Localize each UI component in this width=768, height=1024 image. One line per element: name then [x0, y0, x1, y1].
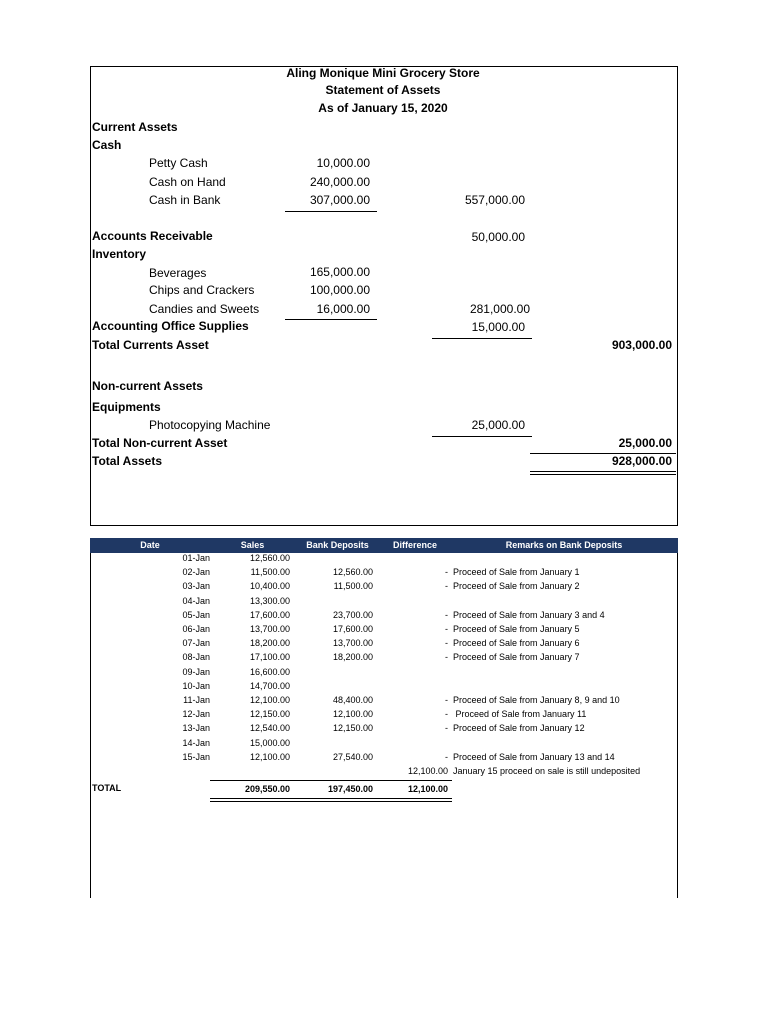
row-deposit: 12,150.00 — [332, 723, 373, 734]
row-difference: - — [445, 567, 448, 578]
cash-total-amount: 557,000.00 — [464, 193, 525, 207]
row-remark: Proceed of Sale from January 5 — [453, 624, 580, 634]
row-date: 11-Jan — [183, 695, 210, 705]
row-sales: 16,600.00 — [249, 666, 290, 677]
total-current-label: Total Currents Asset — [92, 338, 209, 352]
total-assets-amount: 928,000.00 — [611, 454, 672, 468]
total-assets-label: Total Assets — [92, 454, 163, 468]
row-difference: - — [445, 652, 448, 663]
total-noncurrent-label: Total Non-current Asset — [92, 436, 228, 450]
row-remark: Proceed of Sale from January 6 — [453, 638, 580, 649]
row-remark: Proceed of Sale from January 8, 9 and 10 — [453, 695, 620, 705]
statement-title: Statement of Assets — [325, 83, 441, 97]
accounts-receivable-label: Accounts Receivable — [92, 229, 213, 243]
table-right-border — [677, 538, 678, 898]
inventory-total-amount: 281,000.00 — [469, 302, 530, 316]
cash-heading: Cash — [92, 138, 122, 152]
col-header-date: Date — [90, 538, 210, 553]
col-header-difference: Difference — [380, 538, 450, 553]
total-assets-underline-2 — [530, 474, 676, 475]
row-deposit: 11,500.00 — [333, 581, 373, 592]
total-assets-underline-1 — [530, 471, 676, 472]
box-left-border — [90, 66, 91, 526]
total-current-amount: 903,000.00 — [611, 338, 672, 352]
col-header-bank-deposits: Bank Deposits — [295, 538, 380, 553]
row-difference: - — [445, 751, 448, 762]
current-assets-underline — [432, 338, 532, 339]
row-difference: - — [445, 638, 448, 649]
accounts-receivable-amount: 50,000.00 — [471, 230, 525, 244]
total-top-rule — [210, 780, 452, 781]
row-difference: 12,100.00 — [407, 766, 448, 776]
row-sales: 17,100.00 — [249, 652, 290, 663]
beverages-label: Beverages — [149, 266, 207, 280]
row-sales: 18,200.00 — [249, 638, 290, 649]
total-sales: 209,550.00 — [244, 784, 290, 794]
row-date: 01-Jan — [182, 553, 210, 563]
row-sales: 13,300.00 — [249, 595, 290, 606]
noncurrent-heading: Non-current Assets — [92, 379, 203, 393]
row-deposit: 12,100.00 — [332, 709, 373, 720]
row-date: 14-Jan — [182, 737, 210, 748]
row-remark: Proceed of Sale from January 11 — [453, 709, 587, 720]
cash-in-bank-amount: 307,000.00 — [309, 193, 370, 207]
petty-cash-label: Petty Cash — [149, 156, 208, 170]
total-noncurrent-amount: 25,000.00 — [618, 436, 672, 450]
col-header-sales: Sales — [210, 538, 295, 553]
row-deposit: 17,600.00 — [332, 624, 373, 634]
cash-underline — [285, 211, 377, 212]
total-bottom-rule-2 — [210, 801, 452, 802]
row-difference: - — [445, 723, 448, 734]
beverages-amount: 165,000.00 — [309, 265, 370, 279]
current-assets-heading: Current Assets — [92, 120, 178, 134]
row-date: 02-Jan — [182, 567, 210, 578]
row-date: 07-Jan — [182, 638, 210, 649]
row-difference: - — [445, 624, 448, 634]
inventory-heading: Inventory — [92, 247, 147, 261]
row-date: 10-Jan — [182, 680, 210, 691]
statement-date: As of January 15, 2020 — [318, 101, 448, 115]
cash-in-bank-label: Cash in Bank — [149, 193, 221, 207]
row-date: 15-Jan — [182, 751, 210, 762]
row-sales: 10,400.00 — [249, 581, 290, 592]
row-remark: Proceed of Sale from January 13 and 14 — [453, 751, 615, 762]
row-deposit: 18,200.00 — [332, 652, 373, 663]
row-date: 08-Jan — [182, 652, 210, 663]
candies-amount: 16,000.00 — [316, 302, 370, 316]
store-name: Aling Monique Mini Grocery Store — [286, 66, 480, 80]
col-header-remarks: Remarks on Bank Deposits — [450, 538, 678, 553]
row-remark: Proceed of Sale from January 1 — [453, 567, 580, 578]
row-date: 03-Jan — [182, 581, 210, 592]
row-sales: 15,000.00 — [249, 737, 290, 748]
row-sales: 17,600.00 — [249, 609, 290, 620]
row-date: 12-Jan — [182, 709, 210, 720]
box-bottom-border — [90, 525, 678, 526]
office-supplies-label: Accounting Office Supplies — [92, 319, 249, 333]
row-sales: 14,700.00 — [249, 680, 290, 691]
row-difference: - — [445, 581, 448, 592]
row-remark: Proceed of Sale from January 2 — [453, 581, 580, 592]
cash-on-hand-amount: 240,000.00 — [309, 175, 370, 189]
inventory-underline — [285, 319, 377, 320]
candies-label: Candies and Sweets — [149, 302, 260, 316]
row-date: 06-Jan — [182, 624, 210, 634]
row-date: 09-Jan — [182, 666, 210, 677]
chips-amount: 100,000.00 — [309, 283, 370, 297]
row-difference: - — [445, 709, 448, 720]
row-deposit: 12,560.00 — [332, 567, 373, 578]
row-difference: - — [445, 609, 448, 620]
row-sales: 13,700.00 — [249, 624, 290, 634]
photocopier-underline — [432, 436, 532, 437]
total-row-label: TOTAL — [92, 783, 122, 793]
photocopier-amount: 25,000.00 — [471, 418, 525, 432]
total-deposits: 197,450.00 — [327, 784, 373, 794]
cash-on-hand-label: Cash on Hand — [149, 175, 226, 189]
row-remark: January 15 proceed on sale is still undeposited — [453, 766, 641, 776]
chips-label: Chips and Crackers — [149, 283, 255, 297]
table-left-border — [90, 538, 91, 898]
row-sales: 12,100.00 — [249, 695, 290, 705]
row-sales: 11,500.00 — [250, 567, 290, 578]
petty-cash-amount: 10,000.00 — [316, 156, 370, 170]
row-remark: Proceed of Sale from January 3 and 4 — [453, 609, 605, 620]
row-deposit: 48,400.00 — [332, 695, 373, 705]
row-date: 05-Jan — [182, 609, 210, 620]
row-deposit: 13,700.00 — [332, 638, 373, 649]
box-right-border — [677, 66, 678, 526]
row-remark: Proceed of Sale from January 7 — [453, 652, 580, 663]
row-difference: - — [445, 695, 448, 705]
row-sales: 12,100.00 — [249, 751, 290, 762]
row-remark: Proceed of Sale from January 12 — [453, 723, 585, 734]
row-deposit: 23,700.00 — [332, 609, 373, 620]
row-sales: 12,150.00 — [249, 709, 290, 720]
row-date: 13-Jan — [182, 723, 210, 734]
row-date: 04-Jan — [182, 595, 210, 606]
row-deposit: 27,540.00 — [332, 751, 373, 762]
total-difference: 12,100.00 — [407, 784, 448, 794]
equipments-heading: Equipments — [92, 400, 161, 414]
row-sales: 12,540.00 — [249, 723, 290, 734]
row-sales: 12,560.00 — [249, 553, 290, 563]
office-supplies-amount: 15,000.00 — [471, 320, 525, 334]
total-bottom-rule-1 — [210, 798, 452, 799]
photocopier-label: Photocopying Machine — [149, 418, 271, 432]
